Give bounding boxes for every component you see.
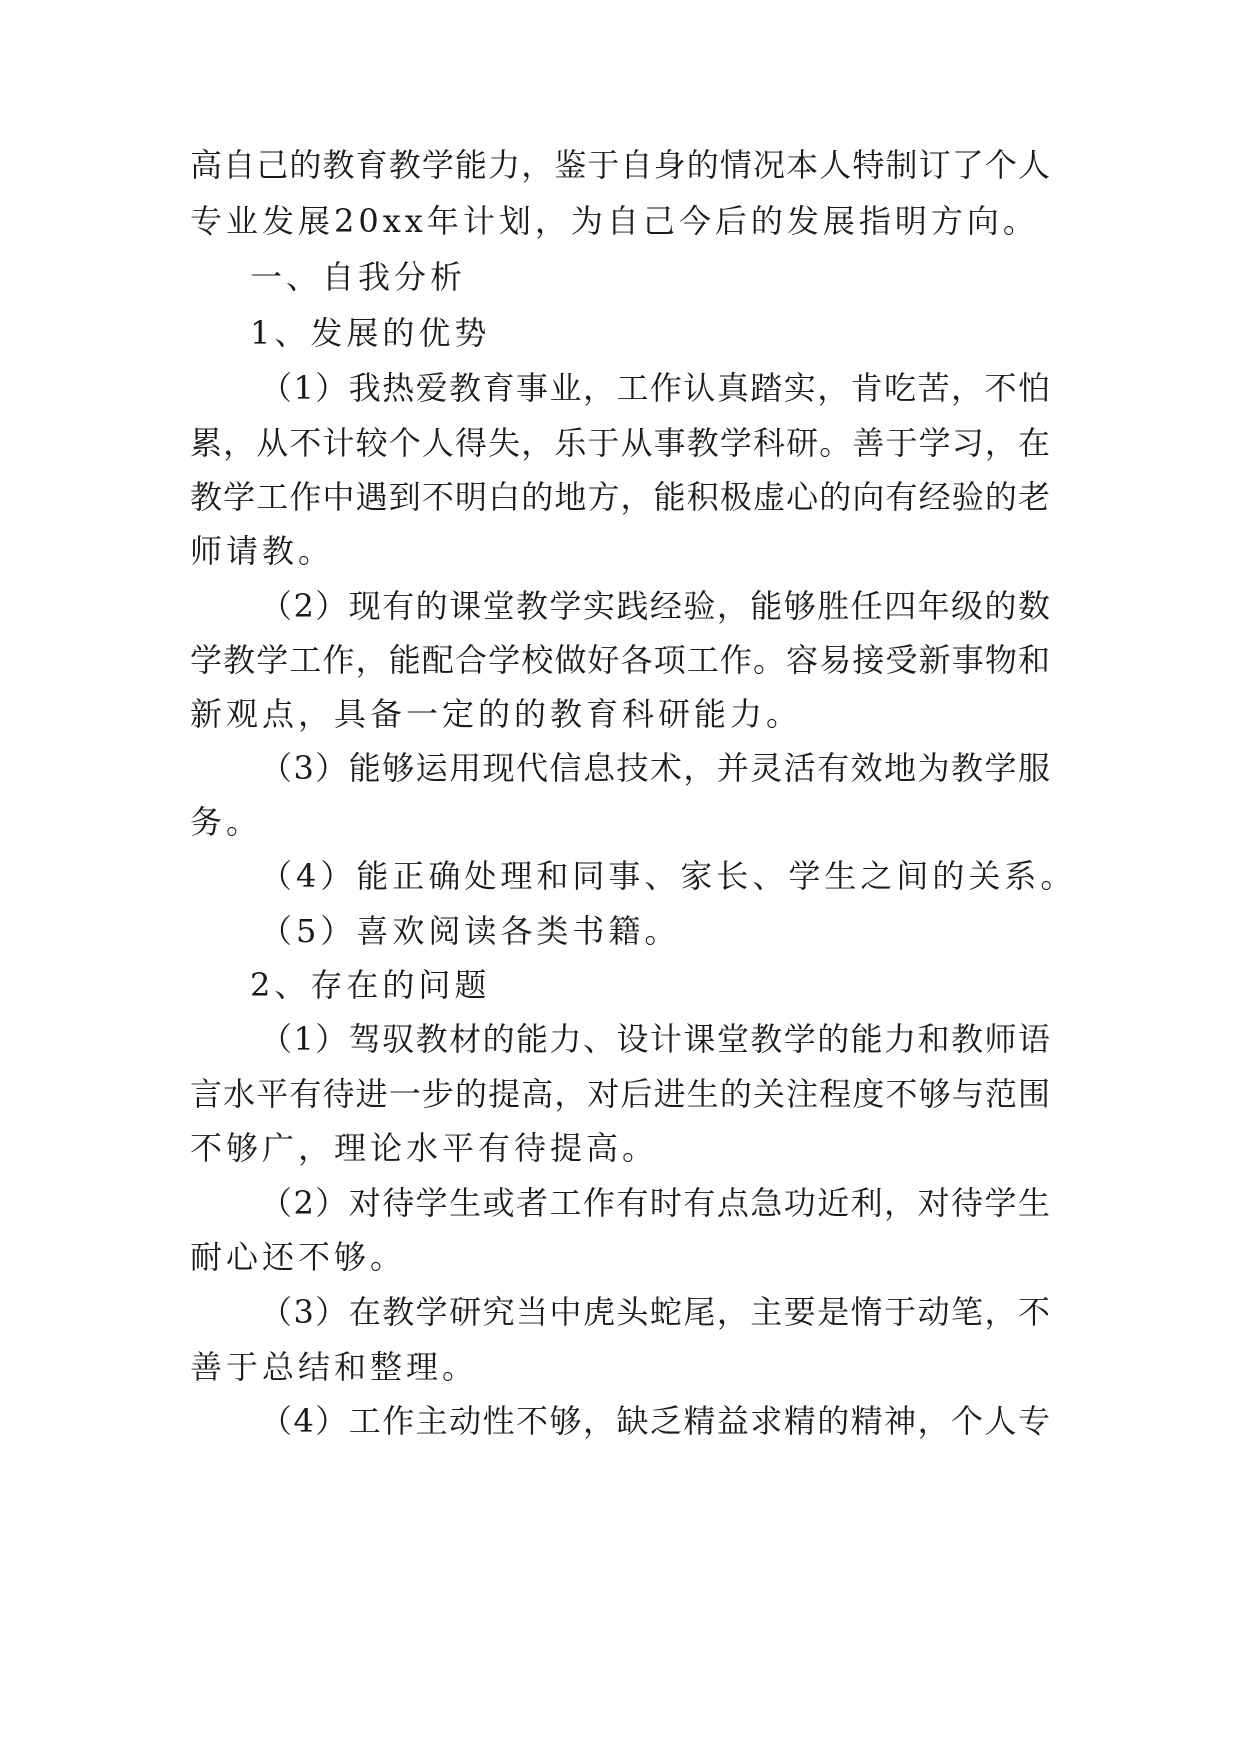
text-line: （3）在教学研究当中虎头蛇尾，主要是惰于动笔，不 xyxy=(260,1293,1050,1331)
text-line: （1）驾驭教材的能力、设计课堂教学的能力和教师语 xyxy=(260,1020,1050,1058)
text-line: 专业发展20xx年计划，为自己今后的发展指明方向。 xyxy=(190,202,1039,240)
text-line: 高自己的教育教学能力，鉴于自身的情况本人特制订了个人 xyxy=(190,146,1050,184)
section-heading: 一、自我分析 xyxy=(250,258,467,296)
document-page xyxy=(190,0,1077,1754)
text-line: （3）能够运用现代信息技术，并灵活有效地为教学服 xyxy=(260,749,1050,787)
text-line: （2）对待学生或者工作有时有点急功近利，对待学生 xyxy=(260,1184,1050,1222)
text-line: 累，从不计较个人得失，乐于从事教学科研。善于学习，在 xyxy=(190,424,1050,462)
text-line: 善于总结和整理。 xyxy=(190,1348,479,1386)
text-line: 师请教。 xyxy=(190,532,335,570)
text-line: 教学工作中遇到不明白的地方，能积极虚心的向有经验的老 xyxy=(190,478,1050,516)
text-line: 新观点，具备一定的的教育科研能力。 xyxy=(190,695,803,733)
subsection-heading: 1、发展的优势 xyxy=(250,314,491,352)
text-line: 不够广，理论水平有待提高。 xyxy=(190,1129,659,1167)
text-line: （4）能正确处理和同事、家长、学生之间的关系。 xyxy=(260,857,1077,895)
text-line: （1）我热爱教育事业，工作认真踏实，肯吃苦，不怕 xyxy=(260,369,1050,407)
text-line: 学教学工作，能配合学校做好各项工作。容易接受新事物和 xyxy=(190,641,1050,679)
text-line: （5）喜欢阅读各类书籍。 xyxy=(260,912,681,950)
text-line: 耐心还不够。 xyxy=(190,1238,407,1276)
text-line: （4）工作主动性不够，缺乏精益求精的精神，个人专 xyxy=(260,1402,1050,1440)
subsection-heading: 2、存在的问题 xyxy=(250,966,491,1004)
text-line: 言水平有待进一步的提高，对后进生的关注程度不够与范围 xyxy=(190,1075,1050,1113)
text-line: （2）现有的课堂教学实践经验，能够胜任四年级的数 xyxy=(260,587,1050,625)
text-line: 务。 xyxy=(190,803,263,841)
